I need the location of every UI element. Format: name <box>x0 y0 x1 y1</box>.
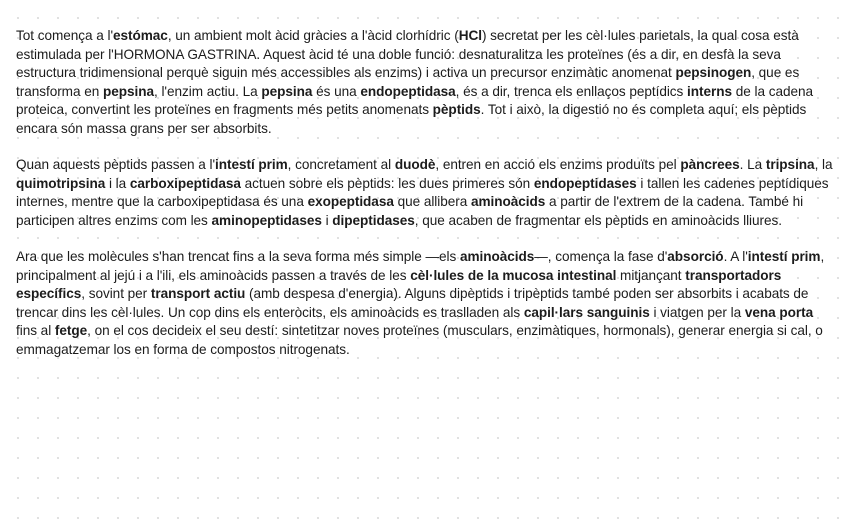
text-run: i <box>321 212 333 228</box>
text-run: de la cadena proteica, convertint les proteïnes en fragments més petits anomenats <box>16 83 813 117</box>
paragraph-absorption <box>16 248 836 359</box>
bold-term: intestí prim <box>215 157 288 172</box>
text-run: . A l' <box>723 249 748 264</box>
paragraph-digestion-small-intestine <box>16 156 836 230</box>
bold-term: carboxipeptidasa <box>129 175 241 191</box>
bold-term: aminoàcids <box>459 249 535 264</box>
text-run: . La <box>739 157 766 172</box>
bold-term: endopeptidases <box>533 175 637 191</box>
bold-term: quimotripsina <box>16 175 106 191</box>
text-run: , principalment al jejú i a l'ili, els aminoàcids passen a través de les <box>16 249 825 283</box>
bold-term: capil·lars sanguinis <box>523 304 650 320</box>
text-run: , que es transforma en <box>16 65 800 99</box>
bold-term: transport actiu <box>150 286 246 301</box>
text-run: és una <box>312 83 361 99</box>
text-run: i tallen les cadenes peptídiques internes, mentre que la carboxipeptidasa és una <box>16 175 829 209</box>
text-run: , és a dir, trenca els enllaços peptídics <box>455 83 688 99</box>
text-run: (amb despesa d'energia). Alguns dipèptids i tripèptids també poden ser absorbits i acabats de trencar dins les cèl·lules. Un cop dins els enteròcits, els aminoàcids es traslladen als <box>16 286 809 320</box>
text-run: , que acaben de fragmentar els pèptids en aminoàcids lliures. <box>414 212 783 228</box>
bold-term: endopeptidasa <box>360 83 456 99</box>
text-run: Ara que les molècules s'han trencat fins a la seva forma més simple —els <box>16 249 460 264</box>
bold-term: pepsina <box>102 83 154 99</box>
text-run: a partir de l'extrem de la cadena. També hi participen altres enzims com les <box>16 194 804 228</box>
bold-term: pepsina <box>261 83 313 99</box>
text-run: —, comença la fase d' <box>534 249 668 264</box>
bold-term: exopeptidasa <box>307 194 394 209</box>
bold-term: tripsina <box>765 157 815 172</box>
text-run: . Tot i això, la digestió no és completa aquí; els pèptids encara són massa grans per ser absorbits. <box>16 102 807 136</box>
bold-term: aminoàcids <box>470 194 546 209</box>
text-run: que allibera <box>393 194 471 209</box>
text-run: Tot comença a l' <box>16 28 113 43</box>
bold-term: pepsinogen <box>675 65 752 80</box>
bold-term: pàncrees <box>680 157 740 172</box>
document-body <box>16 27 836 377</box>
text-run: , entren en acció els enzims produïts pel <box>435 157 681 172</box>
bold-term: dipeptidases <box>332 212 415 228</box>
text-run: ) secretat per les cèl·lules parietals, la qual cosa està estimulada per l'HORMONA GASTRINA. Aquest àcid té una doble funció: desnaturalitza les proteïnes (és a dir, en desfà la seva estructura tridimensional perquè siguin més accessibles als enzims) i activa un precursor enzimàtic anomenat <box>16 28 799 80</box>
text-run: , un ambient molt àcid gràcies a l'àcid clorhídric ( <box>167 28 459 43</box>
bold-term: estómac <box>113 28 168 43</box>
text-run: , la <box>814 157 833 172</box>
bold-term: intestí prim <box>747 249 821 264</box>
text-run: , sovint per <box>81 286 151 301</box>
text-run: , concretament al <box>287 157 395 172</box>
bold-term: pèptids <box>432 102 481 117</box>
bold-term: absorció <box>667 249 724 264</box>
bold-term: vena porta <box>744 304 814 320</box>
bold-term: aminopeptidases <box>211 212 322 228</box>
bold-term: fetge <box>54 323 88 338</box>
paragraph-digestion-stomach <box>16 27 836 138</box>
text-run: i la <box>105 175 130 191</box>
text-run: mitjançant <box>616 267 686 283</box>
text-run: , on el cos decideix el seu destí: sintetitzar noves proteïnes (musculars, enzimàtiques, hormonals), generar energia si cal, o emmagatzemar los en forma de compostos nitrogenats. <box>16 323 823 357</box>
bold-term: HCl <box>458 28 482 43</box>
text-run: , l'enzim actiu. La <box>153 83 262 99</box>
text-run: i viatgen per la <box>649 304 745 320</box>
bold-term: transportadors específics <box>16 267 782 301</box>
text-run: fins al <box>16 323 55 338</box>
bold-term: cèl·lules de la mucosa intestinal <box>410 267 617 283</box>
bold-term: interns <box>687 83 733 99</box>
bold-term: duodè <box>394 157 436 172</box>
text-run: Quan aquests pèptids passen a l' <box>16 157 215 172</box>
text-run: actuen sobre els pèptids: les dues primeres són <box>240 175 534 191</box>
